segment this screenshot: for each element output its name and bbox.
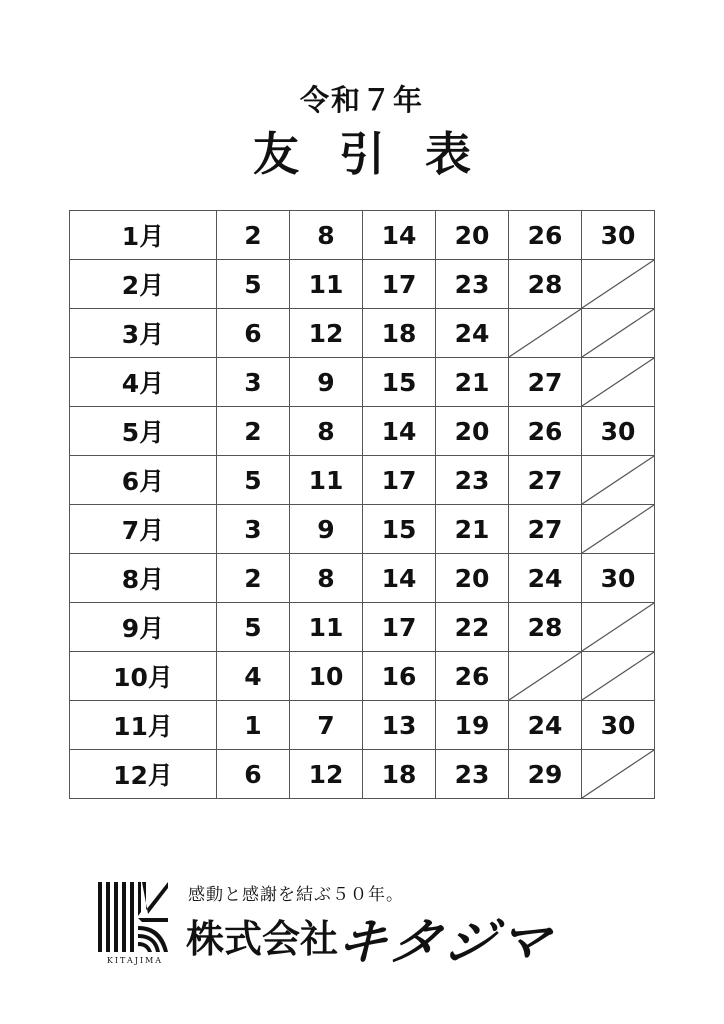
- day-cell: 11: [290, 260, 363, 309]
- company-type: 株式会社: [186, 917, 339, 961]
- day-cell: 4: [217, 652, 290, 701]
- day-cell: 8: [290, 407, 363, 456]
- day-cell: 5: [217, 260, 290, 309]
- day-cell: 23: [436, 260, 509, 309]
- day-cell: 23: [436, 456, 509, 505]
- day-cell: 24: [509, 701, 582, 750]
- table-row: [70, 554, 655, 603]
- company-footer: [98, 880, 638, 980]
- day-cell: 22: [436, 603, 509, 652]
- day-cell: 30: [582, 407, 655, 456]
- day-cell: 5: [217, 603, 290, 652]
- month-cell: 9月: [70, 603, 217, 652]
- day-cell: 2: [217, 211, 290, 260]
- day-cell: 21: [436, 505, 509, 554]
- diagonal-slash-icon: [509, 652, 581, 700]
- table-row: [70, 309, 655, 358]
- month-cell: 5月: [70, 407, 217, 456]
- day-cell: 23: [436, 750, 509, 799]
- day-cell: 14: [363, 407, 436, 456]
- day-cell: 28: [509, 260, 582, 309]
- day-cell: 3: [217, 505, 290, 554]
- day-cell: 8: [290, 554, 363, 603]
- tagline: 感動と感謝を結ぶ５０年。: [188, 885, 404, 905]
- diagonal-slash-icon: [582, 260, 654, 308]
- month-cell: 10月: [70, 652, 217, 701]
- empty-day-cell: [582, 456, 655, 505]
- day-cell: 26: [509, 407, 582, 456]
- empty-day-cell: [582, 505, 655, 554]
- empty-day-cell: [582, 750, 655, 799]
- day-cell: 16: [363, 652, 436, 701]
- month-cell: 7月: [70, 505, 217, 554]
- day-cell: 12: [290, 309, 363, 358]
- day-cell: 13: [363, 701, 436, 750]
- day-cell: 30: [582, 211, 655, 260]
- day-cell: 14: [363, 211, 436, 260]
- day-cell: 18: [363, 750, 436, 799]
- day-cell: 9: [290, 358, 363, 407]
- empty-day-cell: [582, 603, 655, 652]
- day-cell: 17: [363, 260, 436, 309]
- day-cell: 30: [582, 701, 655, 750]
- day-cell: 11: [290, 456, 363, 505]
- table-row: [70, 750, 655, 799]
- tomobiki-table: [69, 210, 655, 799]
- day-cell: 24: [509, 554, 582, 603]
- empty-day-cell: [509, 309, 582, 358]
- diagonal-slash-icon: [582, 456, 654, 504]
- day-cell: 5: [217, 456, 290, 505]
- table-row: [70, 701, 655, 750]
- table-row: [70, 505, 655, 554]
- day-cell: 21: [436, 358, 509, 407]
- table-row: [70, 407, 655, 456]
- day-cell: 8: [290, 211, 363, 260]
- empty-day-cell: [582, 260, 655, 309]
- day-cell: 17: [363, 603, 436, 652]
- day-cell: 27: [509, 456, 582, 505]
- month-cell: 8月: [70, 554, 217, 603]
- empty-day-cell: [582, 652, 655, 701]
- day-cell: 12: [290, 750, 363, 799]
- month-cell: 3月: [70, 309, 217, 358]
- day-cell: 1: [217, 701, 290, 750]
- day-cell: 18: [363, 309, 436, 358]
- day-cell: 2: [217, 407, 290, 456]
- day-cell: 14: [363, 554, 436, 603]
- table-row: [70, 456, 655, 505]
- table-row: [70, 603, 655, 652]
- diagonal-slash-icon: [509, 309, 581, 357]
- day-cell: 10: [290, 652, 363, 701]
- day-cell: 20: [436, 554, 509, 603]
- month-cell: 4月: [70, 358, 217, 407]
- logo-latin-text: KITAJIMA: [106, 956, 164, 965]
- day-cell: 27: [509, 358, 582, 407]
- empty-day-cell: [582, 309, 655, 358]
- diagonal-slash-icon: [582, 603, 654, 651]
- day-cell: 20: [436, 211, 509, 260]
- era-heading: 令和７年: [299, 83, 424, 117]
- table-row: [70, 652, 655, 701]
- day-cell: 15: [363, 358, 436, 407]
- month-cell: 1月: [70, 211, 217, 260]
- day-cell: 24: [436, 309, 509, 358]
- page-title: 友引表: [253, 127, 511, 181]
- day-cell: 17: [363, 456, 436, 505]
- diagonal-slash-icon: [582, 358, 654, 406]
- empty-day-cell: [509, 652, 582, 701]
- diagonal-slash-icon: [582, 505, 654, 553]
- table-row: [70, 358, 655, 407]
- day-cell: 27: [509, 505, 582, 554]
- diagonal-slash-icon: [582, 652, 654, 700]
- day-cell: 9: [290, 505, 363, 554]
- day-cell: 11: [290, 603, 363, 652]
- day-cell: 15: [363, 505, 436, 554]
- day-cell: 26: [436, 652, 509, 701]
- day-cell: 19: [436, 701, 509, 750]
- day-cell: 3: [217, 358, 290, 407]
- day-cell: 6: [217, 750, 290, 799]
- day-cell: 28: [509, 603, 582, 652]
- kitajima-logo-icon: [98, 882, 168, 952]
- brand-name: キタジマ: [330, 913, 559, 971]
- month-cell: 2月: [70, 260, 217, 309]
- month-cell: 6月: [70, 456, 217, 505]
- day-cell: 2: [217, 554, 290, 603]
- day-cell: 26: [509, 211, 582, 260]
- day-cell: 7: [290, 701, 363, 750]
- day-cell: 29: [509, 750, 582, 799]
- day-cell: 20: [436, 407, 509, 456]
- diagonal-slash-icon: [582, 750, 654, 798]
- table-row: [70, 260, 655, 309]
- month-cell: 12月: [70, 750, 217, 799]
- month-cell: 11月: [70, 701, 217, 750]
- diagonal-slash-icon: [582, 309, 654, 357]
- day-cell: 6: [217, 309, 290, 358]
- day-cell: 30: [582, 554, 655, 603]
- empty-day-cell: [582, 358, 655, 407]
- table-row: [70, 211, 655, 260]
